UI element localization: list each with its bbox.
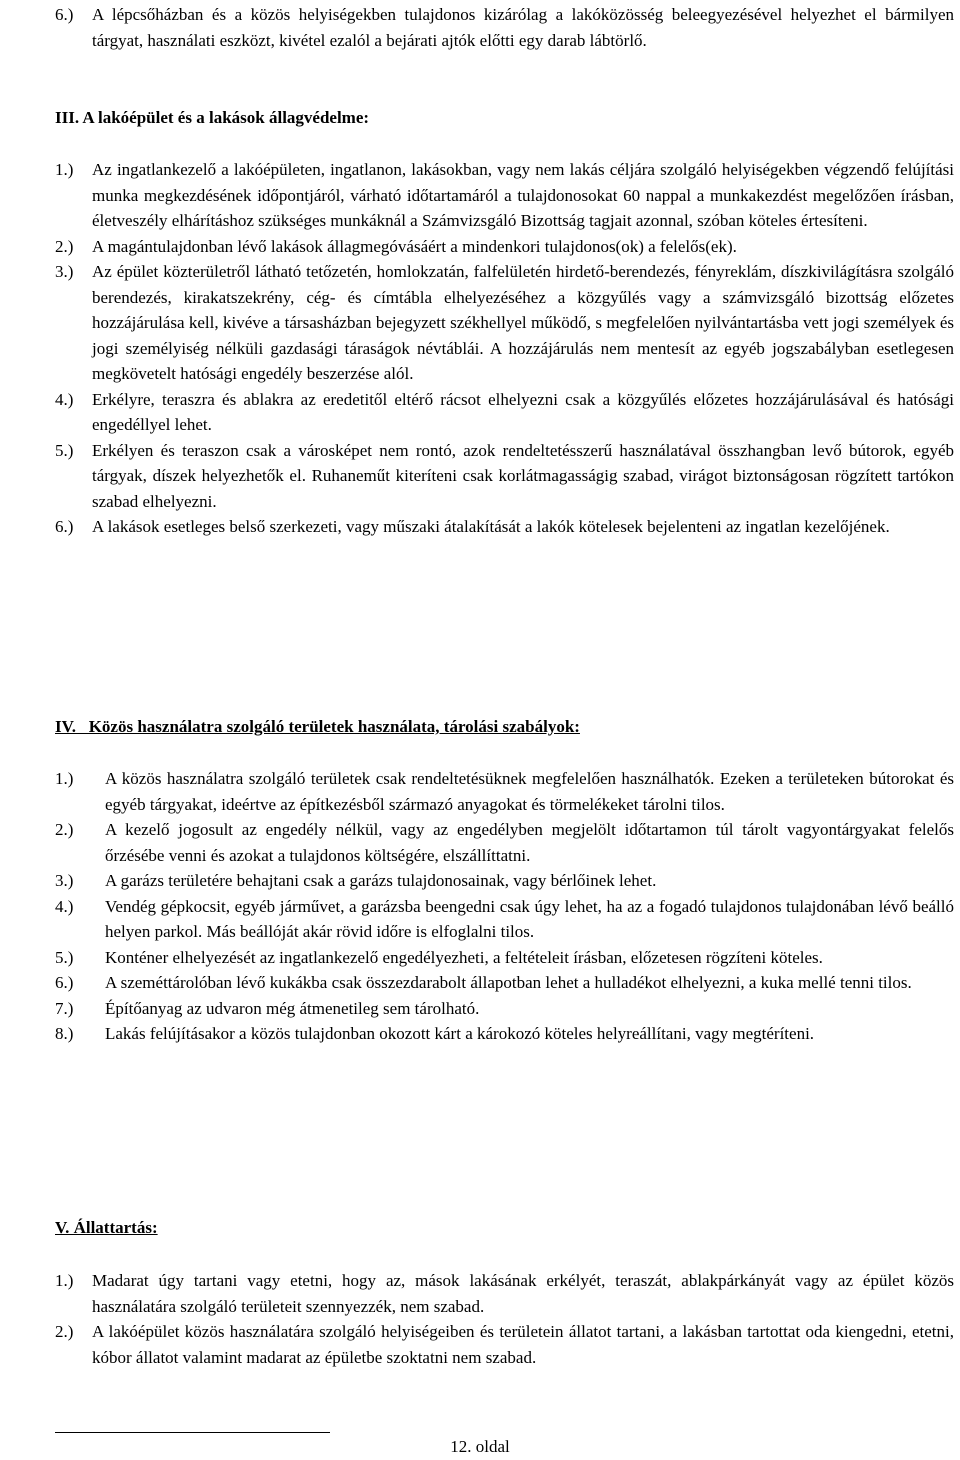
list-item [55, 996, 954, 1022]
list-item [55, 945, 954, 971]
item-text: A közös használatra szolgáló területek csak rendeltetésüknek megfelelően használhatók. Ezeken a területeken bútorokat és egyéb tárgyakat, ideértve az építkezésből származó anyagokat és törmelékeket tárolni tilos. [105, 769, 954, 814]
item-text: Erkélyre, teraszra és ablakra az eredetitől eltérő rácsot elhelyezni csak a közgyűlés előzetes hozzájárulásával és hatósági engedéllyel lehet. [92, 389, 954, 434]
section-4-list [55, 766, 954, 1047]
list-item [55, 766, 954, 817]
list-item [55, 970, 954, 996]
item-text: A lakások esetleges belső szerkezeti, vagy műszaki átalakítását a lakók kötelesek bejelenteni az ingatlan kezelőjének. [92, 517, 890, 536]
item-text: Az épület közterületről látható tetőzetén, homlokzatán, falfelületén hirdető-berendezés, fényreklám, díszkivilágításra szolgáló berendezés, kirakatszekrény, cég- és címtábla elhelyezéséhez a közgyűlés vagy a számvizsgáló bizottság előzetes hozzájárulása kell, kivéve a társasházban bejegyzett székhellyel működő, s megfelelően nyilvántartásba vett jogi személyek és jogi személyiség nélküli gazdasági táraságok névtáblái. A hozzájárulás nem mentesít az egyéb jogszabályban esetlegesen megkövetelt hatósági engedély beszerzése alól. [92, 262, 954, 383]
item-number: 6.) [55, 5, 74, 24]
item-number: 1.) [55, 160, 74, 179]
item-number: 1.) [55, 1271, 74, 1290]
list-item [55, 894, 954, 945]
item-number: 5.) [55, 947, 74, 967]
list-item [55, 157, 954, 234]
item-number: 7.) [55, 998, 74, 1018]
item-text: A kezelő jogosult az engedély nélkül, vagy az engedélyben megjelölt időtartamon túl tárolt vagyontárgyakat felelős őrzésébe venni és azokat a tulajdonos költségére, elszállíttatni. [105, 820, 954, 865]
item-text: Konténer elhelyezését az ingatlankezelő engedélyezheti, a feltételeit írásban, előzetesen rögzíteni köteles. [105, 947, 823, 967]
item-text: A szeméttárolóban lévő kukákba csak összezdarabolt állapotban lehet a hulladékot elhelyezni, a kuka mellé tenni tilos. [105, 973, 912, 992]
list-item [55, 514, 954, 540]
list-item [55, 387, 954, 438]
section-5-list [55, 1268, 954, 1370]
list-item [55, 438, 954, 515]
item-text: A magántulajdonban lévő lakások állagmegóvásáért a mindenkori tulajdonos(ok) a felelős(ek). [92, 236, 737, 256]
list-item [55, 1021, 954, 1047]
item-number: 4.) [55, 389, 74, 409]
item-number: 3.) [55, 262, 74, 281]
item-number: 2.) [55, 236, 74, 256]
list-item [55, 259, 954, 387]
section-3-list [55, 157, 954, 540]
item-number: 6.) [55, 517, 74, 536]
item-text: Az ingatlankezelő a lakóépületen, ingatlanon, lakásokban, vagy nem lakás céljára szolgáló helyiségekben végzendő felújítási munka megkezdésének időpontjáról, várható időtartamáról a tulajdonosokat 60 nappal a munkakezdést megelőzően írásban, életveszély elhárításhoz szükséges munkáknál a Számvizsgáló Bizottság tagjait azonnal, szóban köteles értesíteni. [92, 160, 954, 230]
list-item [55, 817, 954, 868]
item-number: 2.) [55, 820, 74, 839]
item-text: Vendég gépkocsit, egyéb járművet, a garázsba beengedni csak úgy lehet, ha az a fogadó tulajdonos tulajdonában lévő beálló helyen parkol. Más beállóját akár rövid időre is elfoglalni tilos. [105, 896, 954, 941]
item-number: 1.) [55, 769, 74, 788]
section-heading: IV. Közös használatra szolgáló területek használata, tárolási szabályok: [55, 717, 580, 736]
item-number: 5.) [55, 440, 74, 460]
list-item [55, 1268, 954, 1319]
section-heading: III. A lakóépület és a lakások állagvédelme: [55, 108, 370, 127]
item-text: Erkélyen és teraszon csak a városképet nem rontó, azok rendeltetésszerű használatával összhangban levő bútorok, egyéb tárgyak, díszek helyezhetők el. Ruhaneműt kiteríteni csak korlátmagasságig szabad, virágot biztonságosan rögzített tartókon szabad elhelyezni. [92, 440, 954, 511]
item-text: Építőanyag az udvaron még átmenetileg sem tárolható. [105, 998, 480, 1018]
item-text: A lakóépület közös használatára szolgáló helyiségeiben és területein állatot tartani, a lakásban tartottat oda kiengedni, etetni, kóbor állatot valamint madarat az épületbe szoktatni nem szabad. [92, 1322, 954, 1367]
page-number: 12. oldal [450, 1437, 510, 1456]
list-item [55, 234, 954, 260]
item-number: 4.) [55, 896, 74, 916]
list-item [55, 868, 954, 894]
footer-divider [55, 1432, 330, 1433]
list-item [55, 2, 954, 53]
item-number: 2.) [55, 1322, 74, 1341]
item-number: 3.) [55, 871, 74, 890]
item-number: 8.) [55, 1024, 74, 1043]
item-text: A garázs területére behajtani csak a garázs tulajdonosainak, vagy bérlőinek lehet. [105, 871, 657, 890]
list-item [55, 1319, 954, 1370]
item-text: Lakás felújításakor a közös tulajdonban okozott kárt a károkozó köteles helyreállítani, vagy megtéríteni. [105, 1024, 815, 1043]
item-text: Madarat úgy tartani vagy etetni, hogy az, mások lakásának erkélyét, teraszát, ablakpárkányát vagy az épület közös használatára szolgáló területeit szennyezzék, nem szabad. [92, 1271, 954, 1316]
section-heading: V. Állattartás: [55, 1218, 158, 1237]
item-text: A lépcsőházban és a közös helyiségekben tulajdonos kizárólag a lakóközösség beleegyezésével helyezhet el bármilyen tárgyat, használati eszközt, kivétel ezalól a bejárati ajtók előtti egy darab lábtörlő. [92, 5, 954, 50]
item-number: 6.) [55, 973, 74, 992]
